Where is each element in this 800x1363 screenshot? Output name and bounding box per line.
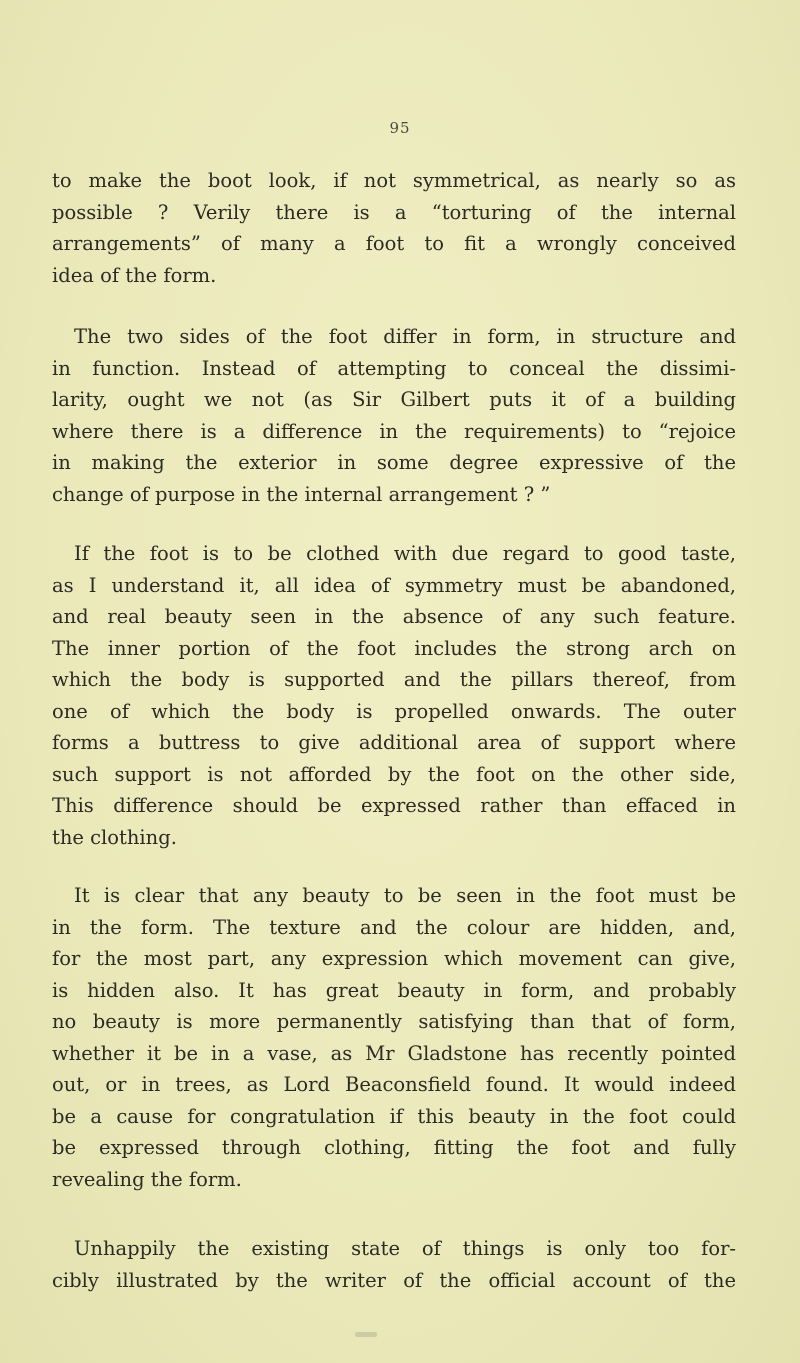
text-line: to make the boot look, if not symmetrical, as nearly so as	[52, 169, 736, 192]
text-line: out, or in trees, as Lord Beaconsfield found. It would indeed	[52, 1073, 736, 1096]
text-line: no beauty is more permanently satisfying than that of form,	[52, 1010, 736, 1033]
text-line: where there is a difference in the requirements) to “rejoice	[52, 419, 736, 443]
text-line: possible ? Verily there is a “torturing of the internal	[52, 200, 736, 224]
paragraph-5	[52, 1233, 736, 1296]
text-line: This difference should be expressed rather than effaced in	[52, 794, 736, 817]
text-line: be expressed through clothing, fitting the foot and fully	[52, 1136, 736, 1159]
text-line: revealing the form.	[52, 1167, 242, 1191]
text-line: idea of the form.	[52, 263, 217, 287]
text-line: and real beauty seen in the absence of any such feature.	[52, 605, 736, 628]
text-line: in function. Instead of attempting to conceal the dissimi-	[52, 356, 736, 380]
text-line: It is clear that any beauty to be seen in the foot must be	[74, 884, 736, 907]
text-line: arrangements” of many a foot to fit a wrongly conceived	[52, 232, 736, 255]
text-line: the clothing.	[52, 825, 177, 849]
page-number: 95	[389, 119, 411, 137]
text-line: one of which the body is propelled onwards. The outer	[52, 699, 736, 723]
text-line: cibly illustrated by the writer of the official account of the	[52, 1268, 736, 1292]
text-line: change of purpose in the internal arrangement ? ”	[52, 482, 551, 506]
text-line: The two sides of the foot differ in form, in structure and	[74, 325, 736, 348]
paragraph-1	[52, 165, 736, 291]
text-line: The inner portion of the foot includes the strong arch on	[52, 636, 736, 660]
text-line: larity, ought we not (as Sir Gilbert puts it of a building	[52, 388, 736, 411]
paper-blemish	[355, 1332, 377, 1337]
text-line: which the body is supported and the pillars thereof, from	[52, 668, 736, 691]
paragraph-4	[52, 880, 736, 1195]
text-line: as I understand it, all idea of symmetry must be abandoned,	[52, 573, 736, 597]
paragraph-2	[52, 321, 736, 510]
text-line: forms a buttress to give additional area of support where	[52, 731, 736, 754]
text-line: If the foot is to be clothed with due regard to good taste,	[74, 542, 736, 565]
text-line: in the form. The texture and the colour are hidden, and,	[52, 915, 736, 939]
text-line: be a cause for congratulation if this beauty in the foot could	[52, 1104, 736, 1128]
text-line: for the most part, any expression which movement can give,	[52, 947, 736, 970]
text-line: Unhappily the existing state of things is only too for-	[74, 1237, 736, 1260]
text-line: in making the exterior in some degree expressive of the	[52, 451, 736, 474]
text-line: whether it be in a vase, as Mr Gladstone has recently pointed	[52, 1041, 736, 1065]
text-line: is hidden also. It has great beauty in form, and probably	[52, 978, 736, 1002]
text-line: such support is not afforded by the foot on the other side,	[52, 762, 736, 786]
paragraph-3	[52, 538, 736, 853]
